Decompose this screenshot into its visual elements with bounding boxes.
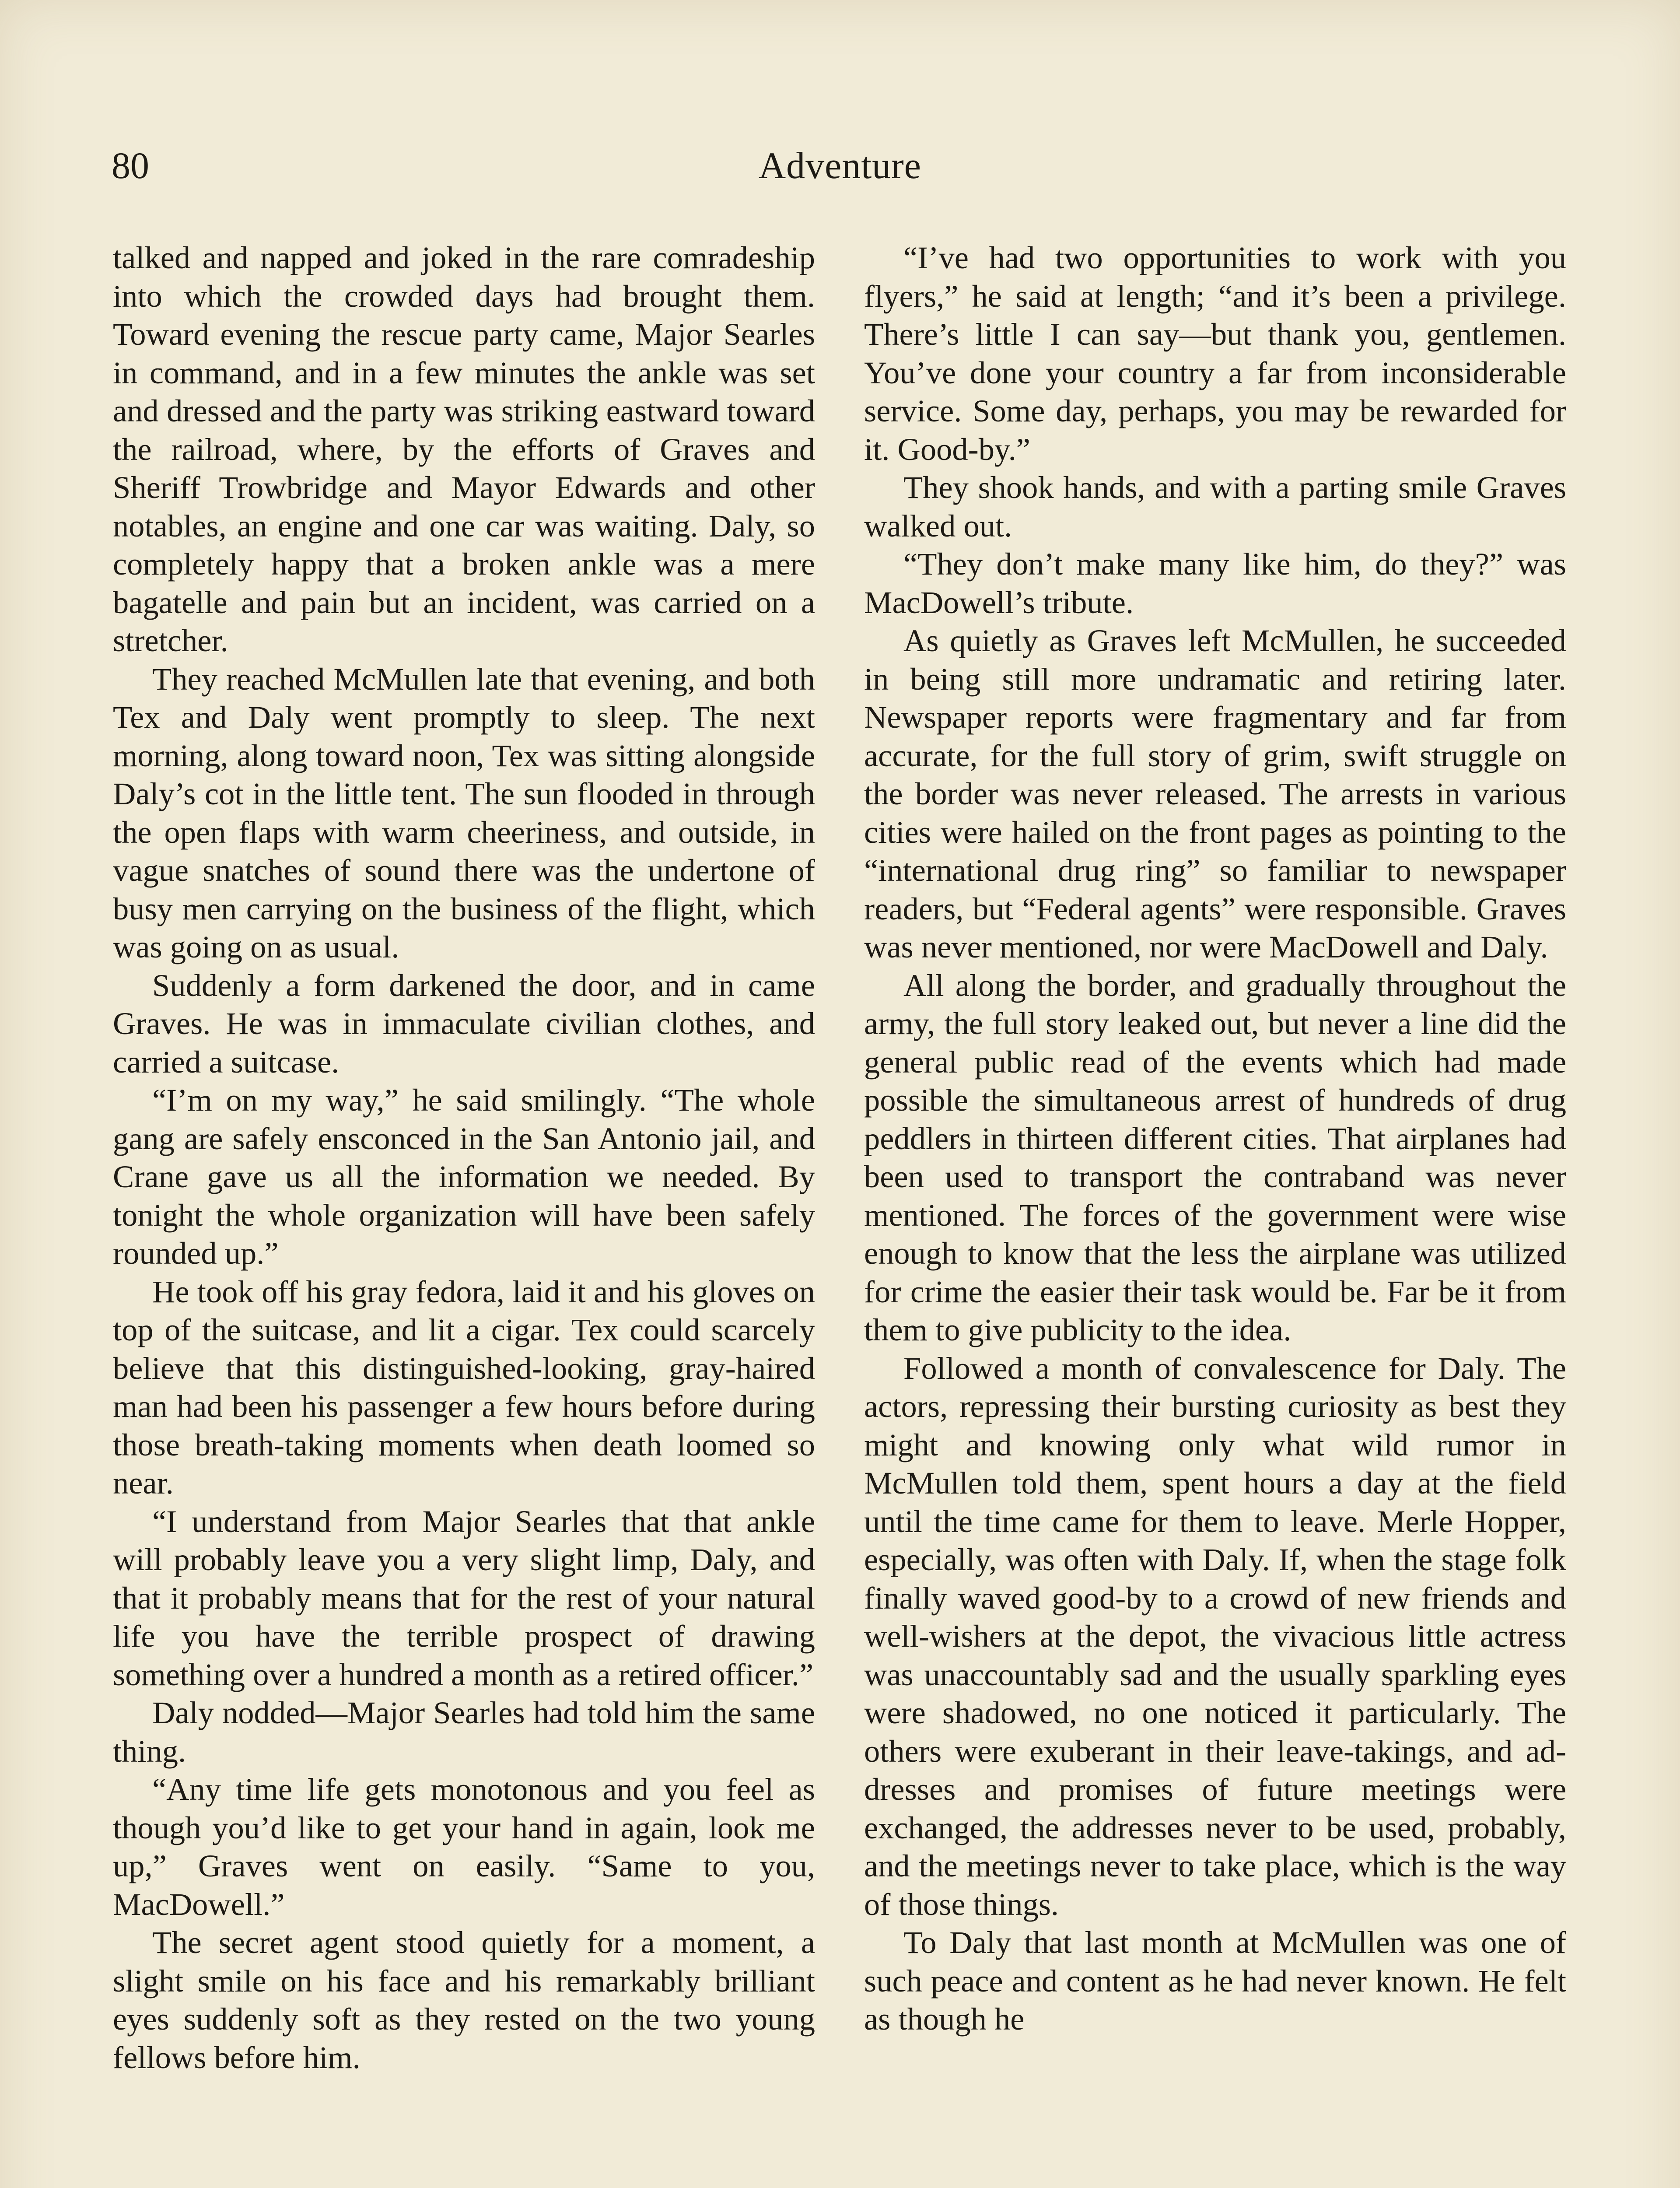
paragraph: “They don’t make many like him, do they?” was MacDowell’s tribute.	[864, 546, 1566, 620]
paragraph: “I’ve had two opportunities to work with you flyers,” he said at length; “and it’s been a privilege. There’s little I can say—but thank you, gentlemen. You’ve done your country a far from inconsiderable service. Some day, perhaps, you may be rewarded for it. Good-by.”	[864, 240, 1566, 467]
paragraph: talked and napped and joked in the rare comradeship into which the crowded days had brought them. Toward evening the rescue party came, Major Searles in command, and in a few minutes the ankle was set and dressed and the party was striking eastward toward the railroad, where, by the efforts of Graves and Sheriff Trowbridge and Mayor Edwards and other notables, an engine and one car was waiting. Daly, so completely happy that a broken ankle was a mere bagatelle and pain but an incident, was carried on a stretcher.	[113, 240, 815, 658]
left-column	[113, 238, 815, 2076]
right-column	[864, 238, 1566, 2038]
page-number: 80	[112, 144, 149, 186]
running-title: Adventure	[759, 144, 921, 186]
paragraph: “I understand from Major Searles that that ankle will probably leave you a very slight limp, Daly, and that it probably means that for the rest of your natural life you have the terrible prospect of drawing something over a hundred a month as a retired officer.”	[113, 1503, 815, 1692]
paragraph: They reached McMullen late that evening, and both Tex and Daly went promptly to sleep. The next morning, along toward noon, Tex was sitting alongside Daly’s cot in the little tent. The sun flooded in through the open flaps with warm cheeriness, and outside, in vague snatches of sound there was the undertone of busy men carrying on the business of the flight, which was going on as usual.	[113, 661, 815, 964]
paragraph: To Daly that last month at McMullen was one of such peace and content as he had never known. He felt as though he	[864, 1925, 1566, 2037]
paragraph: Suddenly a form darkened the door, and in came Graves. He was in immaculate civilian clothes, and carried a suitcase.	[113, 967, 815, 1080]
paragraph: He took off his gray fedora, laid it and his gloves on top of the suitcase, and lit a cigar. Tex could scarcely believe that this distinguished-looking, gray-haired man had been his passenger a few hours before during those breath-taking moments when death loomed so near.	[113, 1273, 815, 1501]
paragraph: Followed a month of convalescence for Daly. The actors, repressing their bursting curiosity as best they might and knowing only what wild rumor in McMullen told them, spent hours a day at the field until the time came for them to leave. Merle Hopper, especially, was often with Daly. If, when the stage folk finally waved good-by to a crowd of new friends and well-wishers at the depot, the vivacious little actress was unaccountably sad and the usually sparkling eyes were shadowed, no one noticed it particularly. The others were exuberant in their leave-takings, and addresses and promises of future meetings were exchanged, the addresses never to be used, probably, and the meetings never to take place, which is the way of those things.	[864, 1350, 1566, 1922]
paragraph: They shook hands, and with a parting smile Graves walked out.	[864, 470, 1566, 543]
paragraph: The secret agent stood quietly for a moment, a slight smile on his face and his remarkably brilliant eyes suddenly soft as they rested on the two young fellows before him.	[113, 1925, 815, 2075]
page-header	[112, 139, 1568, 192]
paragraph: As quietly as Graves left McMullen, he succeeded in being still more undramatic and retiring later. Newspaper reports were fragmentary and far from accurate, for the full story of grim, swift struggle on the border was never released. The arrests in various cities were hailed on the front pages as pointing to the “international drug ring” so familiar to newspaper readers, but “Federal agents” were responsible. Graves was never mentioned, nor were MacDowell and Daly.	[864, 623, 1566, 964]
paragraph: “I’m on my way,” he said smilingly. “The whole gang are safely ensconced in the San Antonio jail, and Crane gave us all the information we needed. By tonight the whole organization will have been safely rounded up.”	[113, 1082, 815, 1271]
paragraph: All along the border, and gradually throughout the army, the full story leaked out, but never a line did the general public read of the events which had made possible the simultaneous arrest of hundreds of drug peddlers in thirteen different cities. That airplanes had been used to transport the contraband was never mentioned. The forces of the government were wise enough to know that the less the airplane was utilized for crime the easier their task would be. Far be it from them to give publicity to the idea.	[864, 967, 1566, 1347]
paragraph: “Any time life gets monotonous and you feel as though you’d like to get your hand in again, look me up,” Graves went on easily. “Same to you, MacDowell.”	[113, 1771, 815, 1922]
paragraph: Daly nodded—Major Searles had told him the same thing.	[113, 1695, 815, 1769]
